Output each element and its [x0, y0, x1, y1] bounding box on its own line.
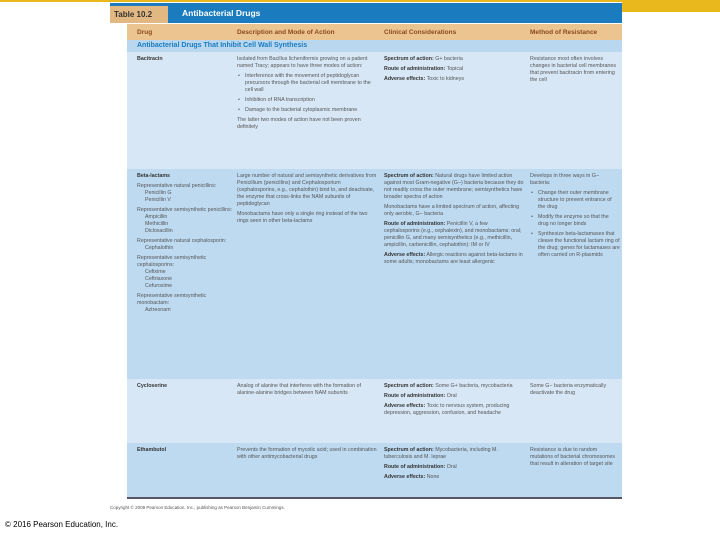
header-drug: Drug — [137, 29, 153, 36]
spectrum: G+ bacteria — [435, 56, 463, 62]
adverse-label: Adverse effects: — [384, 403, 426, 409]
list-item: • Change their outer membrane structure to prevent entrance of the drug — [530, 190, 620, 211]
spectrum: Mycobacteria, including M. tuberculosis and M. leprae — [384, 447, 498, 460]
resistance: Resistance most often involves changes in bacterial cell membranes that prevent bacitracin from entering the cell — [530, 56, 616, 83]
adverse: Toxic to kidneys — [426, 76, 464, 82]
route: Oral — [446, 464, 457, 470]
header-description: Description and Mode of Action — [237, 29, 335, 36]
drug-item: Methicillin — [145, 221, 169, 227]
drug-item: Penicillin V — [145, 197, 171, 203]
header-clinical: Clinical Considerations — [384, 29, 457, 36]
description: Isolated from Bacillus licheniformis growing on a patient named Tracy; appears to have three modes of action: — [237, 56, 368, 69]
section-heading: Antibacterial Drugs That Inhibit Cell Wall Synthesis — [127, 40, 622, 52]
route: Topical — [446, 66, 464, 72]
drug-item: Cefixime — [145, 269, 166, 275]
table-row-cycloserine — [127, 379, 622, 443]
list-item: • Modify the enzyme so that the drug no longer binds — [530, 214, 620, 228]
spectrum: Some G+ bacteria, mycobacteria — [435, 383, 513, 389]
adverse: Allergic reactions against beta-lactams in some adults; monobactams are least allergenic — [384, 252, 523, 265]
drug-name: Cycloserine — [137, 383, 168, 389]
column-headers — [127, 24, 622, 40]
table-title: Antibacterial Drugs — [182, 8, 261, 18]
adverse-label: Adverse effects: — [384, 474, 426, 480]
resistance: Some G− bacteria enzymatically deactivate the drug — [530, 383, 607, 396]
list-item: • Inhibition of RNA transcription — [237, 97, 377, 104]
description: Prevents the formation of mycolic acid; used in combination with other antimycobacterial drugs — [237, 447, 377, 460]
list-item: • Interference with the movement of peptidoglycan precursors through the bacterial cell membrane to the cell wall — [237, 73, 377, 94]
resistance: Develops in three ways in G− bacteria: — [530, 173, 600, 186]
drug-item: Ampicillin — [145, 214, 168, 220]
drug-name: Beta-lactams — [137, 173, 170, 179]
route-label: Route of administration: — [384, 221, 446, 227]
group-label: Representative natural cephalosporin: — [137, 238, 227, 244]
drug-item: Cefuroxime — [145, 283, 173, 289]
table-title-bar — [110, 3, 622, 23]
antibacterial-table — [127, 24, 622, 499]
drug-item: Penicillin G — [145, 190, 172, 196]
spectrum-label: Spectrum of action: — [384, 56, 434, 62]
drug-item: Cephalothin — [145, 245, 174, 251]
table-row-bacitracin — [127, 52, 622, 169]
description: Large number of natural and semisynthetic derivatives from Penicillium (penicillins) and Cephalosporium (cephalosporins, e.g., cephalothin) bind to, and deactivate, the enzyme that cross-links the NAM subunits of peptidoglycan — [237, 173, 377, 207]
spectrum-note: Monobactams have a limited spectrum of action, affecting only aerobic, G− bacteria — [384, 204, 520, 217]
list-item: • Damage to the bacterial cytoplasmic membrane — [237, 107, 377, 114]
drug-item: Aztreonam — [145, 307, 171, 313]
drug-name: Bacitracin — [137, 56, 163, 62]
adverse: None — [426, 474, 440, 480]
table-bottom-rule — [127, 497, 622, 499]
table-row-ethambutol — [127, 443, 622, 497]
footer-copyright: © 2016 Pearson Education, Inc. — [5, 520, 119, 529]
description: Analog of alanine that interferes with the formation of alanine-alanine bridges between NAM subunits — [237, 383, 361, 396]
adverse-label: Adverse effects: — [384, 252, 426, 258]
adverse: Toxic to nervous system, producing depression, aggression, confusion, and headache — [384, 403, 510, 416]
spectrum-label: Spectrum of action: — [384, 447, 434, 453]
spectrum-label: Spectrum of action: — [384, 383, 434, 389]
route-label: Route of administration: — [384, 464, 446, 470]
description-note: The latter two modes of action have not been proven definitely — [237, 117, 361, 130]
group-label: Representative semisynthetic monobactam: — [137, 293, 207, 306]
copyright-notice: Copyright © 2009 Pearson Education, Inc., publishing as Pearson Benjamin Cummings. — [110, 505, 285, 510]
route: Penicillin V, a few cephalosporins (e.g., cephalexin), and monobactams: oral; penicillin G, and many semisynthetics (e.g., methicillin, ampicillin, carbenicillin, cephalothin): IM or IV — [384, 221, 522, 248]
route: Oral — [446, 393, 457, 399]
group-label: Representative natural penicillins: — [137, 183, 217, 189]
header-resistance: Method of Resistance — [530, 29, 598, 36]
resistance: Resistance is due to random mutations of bacterial chromosomes that result in alteration of target site — [530, 447, 616, 467]
table-label: Table 10.2 — [110, 6, 168, 23]
drug-name: Ethambutol — [137, 447, 167, 453]
drug-item: Ceftriaxone — [145, 276, 173, 282]
route-label: Route of administration: — [384, 66, 446, 72]
drug-item: Dicloxacillin — [145, 228, 173, 234]
spectrum-label: Spectrum of action: — [384, 173, 434, 179]
top-accent-bar — [0, 0, 720, 2]
table-row-beta-lactams — [127, 169, 622, 379]
corner-accent — [622, 0, 720, 12]
description-note: Monobactams have only a single ring instead of the two rings seen in other beta-lactams — [237, 211, 368, 224]
group-label: Representative semisynthetic cephalosporins: — [137, 255, 207, 268]
group-label: Representative semisynthetic penicillins: — [137, 207, 233, 213]
route-label: Route of administration: — [384, 393, 446, 399]
spectrum: Natural drugs have limited action against most Gram-negative (G−) bacteria because they do not readily cross the outer membrane; semisynthetics have broader spectra of action — [384, 173, 524, 200]
list-item: • Synthesize beta-lactamases that cleave the functional lactam ring of the drug; genes for lactamases are often carried on R-plasmids — [530, 231, 620, 259]
adverse-label: Adverse effects: — [384, 76, 426, 82]
